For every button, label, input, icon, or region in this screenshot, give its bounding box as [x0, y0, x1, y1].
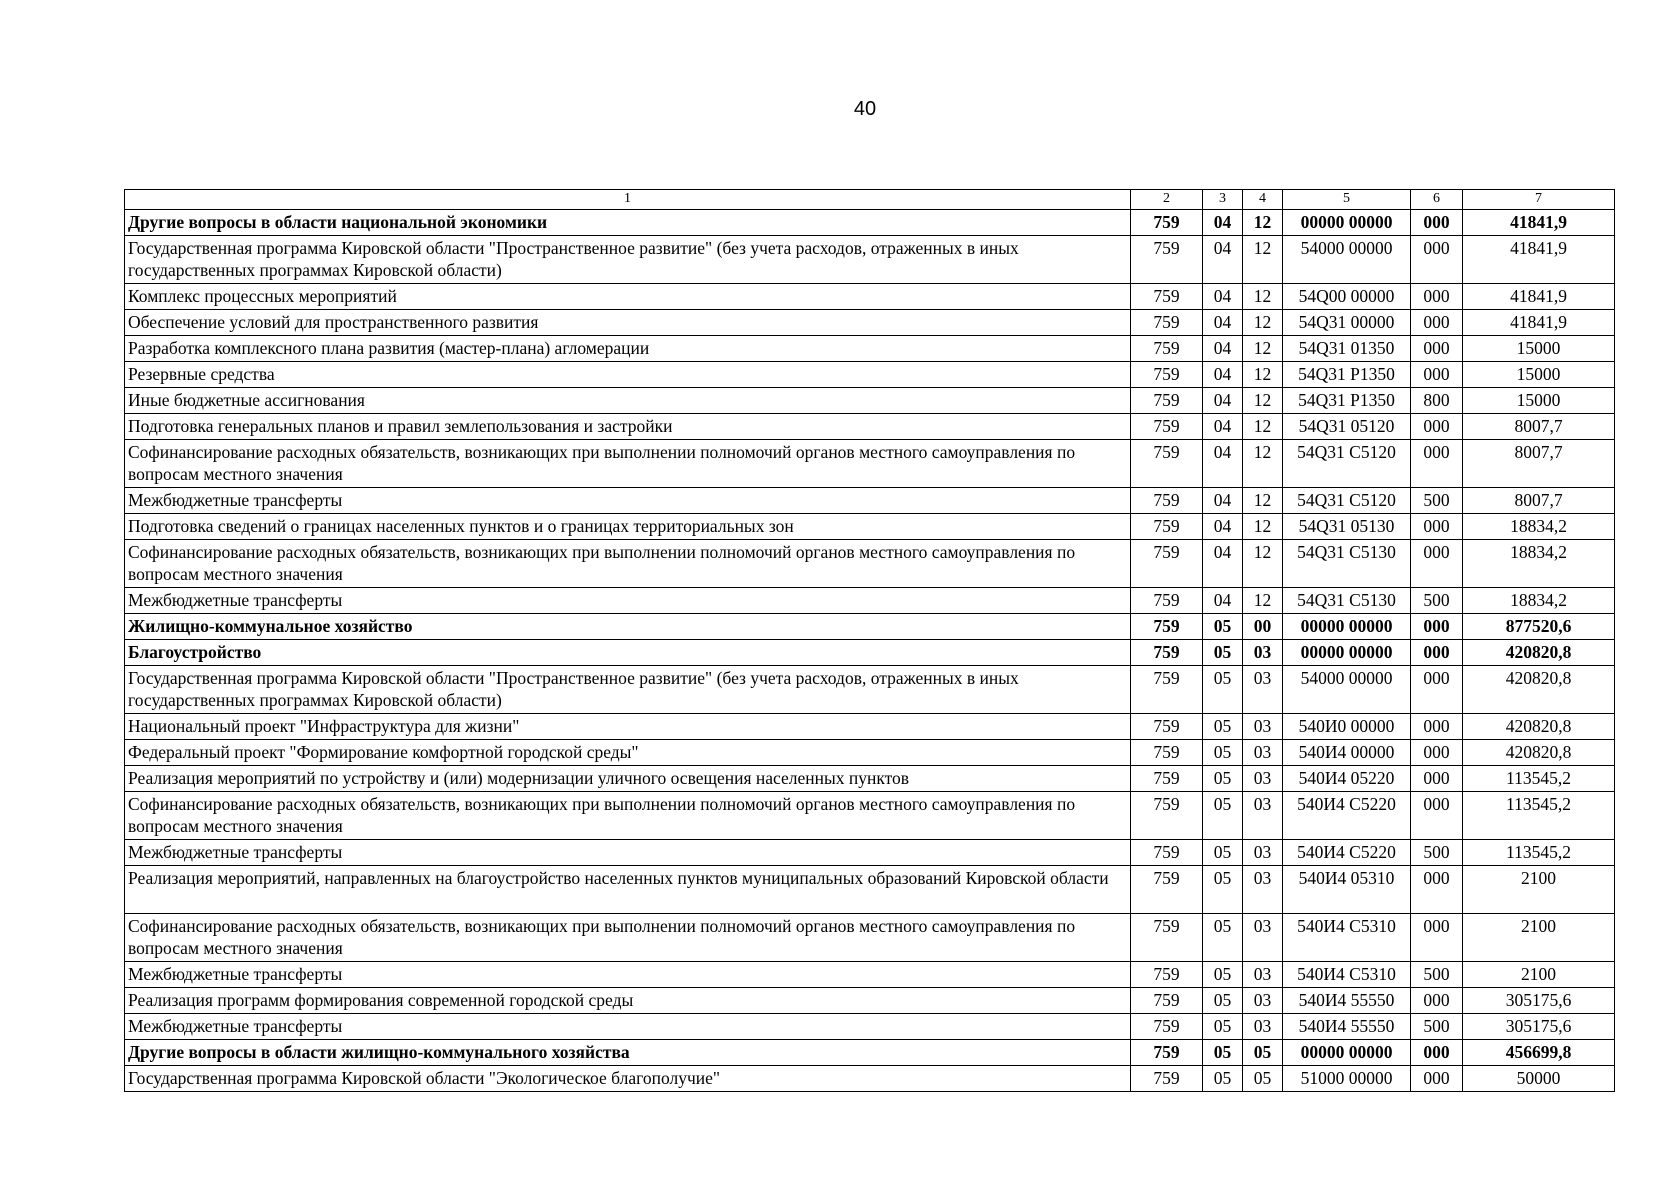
subsection-cell: 00	[1243, 614, 1283, 640]
amount-cell: 18834,2	[1463, 588, 1615, 614]
admin-code-cell: 759	[1131, 866, 1203, 914]
table-row	[125, 336, 1615, 362]
amount-cell: 420820,8	[1463, 640, 1615, 666]
expense-type-cell: 000	[1411, 714, 1463, 740]
amount-cell: 8007,7	[1463, 488, 1615, 514]
subsection-cell: 03	[1243, 740, 1283, 766]
target-article-cell: 54Q31 C5120	[1283, 488, 1411, 514]
expense-type-cell: 000	[1411, 440, 1463, 488]
target-article-cell: 540И4 55550	[1283, 988, 1411, 1014]
section-cell: 05	[1203, 740, 1243, 766]
subsection-cell: 05	[1243, 1040, 1283, 1066]
target-article-cell: 00000 00000	[1283, 640, 1411, 666]
section-cell: 05	[1203, 962, 1243, 988]
header-cell: 4	[1243, 190, 1283, 210]
admin-code-cell: 759	[1131, 362, 1203, 388]
section-cell: 04	[1203, 210, 1243, 236]
target-article-cell: 54Q31 01350	[1283, 336, 1411, 362]
target-article-cell: 540И4 55550	[1283, 1014, 1411, 1040]
row-name-cell: Другие вопросы в области жилищно-коммунального хозяйства	[125, 1040, 1131, 1066]
expense-type-cell: 000	[1411, 310, 1463, 336]
admin-code-cell: 759	[1131, 962, 1203, 988]
amount-cell: 8007,7	[1463, 414, 1615, 440]
expense-type-cell: 000	[1411, 210, 1463, 236]
table-row	[125, 840, 1615, 866]
section-cell: 05	[1203, 614, 1243, 640]
section-cell: 04	[1203, 284, 1243, 310]
row-name-cell: Разработка комплексного плана развития (мастер-плана) агломерации	[125, 336, 1131, 362]
admin-code-cell: 759	[1131, 210, 1203, 236]
row-name-cell: Межбюджетные трансферты	[125, 588, 1131, 614]
amount-cell: 2100	[1463, 866, 1615, 914]
expense-type-cell: 000	[1411, 914, 1463, 962]
row-name-cell: Комплекс процессных мероприятий	[125, 284, 1131, 310]
target-article-cell: 00000 00000	[1283, 614, 1411, 640]
header-cell: 7	[1463, 190, 1615, 210]
subsection-cell: 03	[1243, 914, 1283, 962]
amount-cell: 41841,9	[1463, 284, 1615, 310]
row-name-cell: Софинансирование расходных обязательств, возникающих при выполнении полномочий органов местного самоуправления по вопросам местного значения	[125, 540, 1131, 588]
amount-cell: 420820,8	[1463, 714, 1615, 740]
table-row	[125, 666, 1615, 714]
section-cell: 05	[1203, 840, 1243, 866]
section-cell: 04	[1203, 540, 1243, 588]
section-cell: 04	[1203, 440, 1243, 488]
admin-code-cell: 759	[1131, 440, 1203, 488]
admin-code-cell: 759	[1131, 488, 1203, 514]
subsection-cell: 03	[1243, 714, 1283, 740]
amount-cell: 8007,7	[1463, 440, 1615, 488]
subsection-cell: 03	[1243, 792, 1283, 840]
amount-cell: 305175,6	[1463, 988, 1615, 1014]
subsection-cell: 12	[1243, 414, 1283, 440]
target-article-cell: 540И4 C5220	[1283, 840, 1411, 866]
admin-code-cell: 759	[1131, 714, 1203, 740]
budget-table	[124, 189, 1615, 1092]
target-article-cell: 54Q31 05130	[1283, 514, 1411, 540]
target-article-cell: 540И4 00000	[1283, 740, 1411, 766]
subsection-cell: 12	[1243, 588, 1283, 614]
row-name-cell: Государственная программа Кировской области "Пространственное развитие" (без учета расходов, отраженных в иных государственных программах Кировской области)	[125, 666, 1131, 714]
amount-cell: 305175,6	[1463, 1014, 1615, 1040]
expense-type-cell: 000	[1411, 540, 1463, 588]
subsection-cell: 03	[1243, 666, 1283, 714]
target-article-cell: 54Q31 00000	[1283, 310, 1411, 336]
row-name-cell: Государственная программа Кировской области "Экологическое благополучие"	[125, 1066, 1131, 1092]
row-name-cell: Другие вопросы в области национальной экономики	[125, 210, 1131, 236]
admin-code-cell: 759	[1131, 540, 1203, 588]
row-name-cell: Реализация мероприятий, направленных на благоустройство населенных пунктов муниципальных образований Кировской области	[125, 866, 1131, 914]
admin-code-cell: 759	[1131, 766, 1203, 792]
admin-code-cell: 759	[1131, 740, 1203, 766]
header-cell: 3	[1203, 190, 1243, 210]
target-article-cell: 00000 00000	[1283, 1040, 1411, 1066]
row-name-cell: Межбюджетные трансферты	[125, 488, 1131, 514]
section-cell: 05	[1203, 988, 1243, 1014]
header-cell: 1	[125, 190, 1131, 210]
target-article-cell: 540И4 C5310	[1283, 914, 1411, 962]
admin-code-cell: 759	[1131, 792, 1203, 840]
row-name-cell: Реализация программ формирования современной городской среды	[125, 988, 1131, 1014]
section-cell: 05	[1203, 640, 1243, 666]
expense-type-cell: 500	[1411, 962, 1463, 988]
target-article-cell: 54Q31 C5130	[1283, 540, 1411, 588]
amount-cell: 456699,8	[1463, 1040, 1615, 1066]
table-row	[125, 210, 1615, 236]
row-name-cell: Жилищно-коммунальное хозяйство	[125, 614, 1131, 640]
amount-cell: 420820,8	[1463, 666, 1615, 714]
header-cell: 5	[1283, 190, 1411, 210]
section-cell: 04	[1203, 388, 1243, 414]
subsection-cell: 12	[1243, 514, 1283, 540]
expense-type-cell: 500	[1411, 840, 1463, 866]
expense-type-cell: 000	[1411, 988, 1463, 1014]
expense-type-cell: 000	[1411, 1040, 1463, 1066]
amount-cell: 2100	[1463, 962, 1615, 988]
target-article-cell: 51000 00000	[1283, 1066, 1411, 1092]
expense-type-cell: 000	[1411, 614, 1463, 640]
admin-code-cell: 759	[1131, 514, 1203, 540]
subsection-cell: 03	[1243, 766, 1283, 792]
subsection-cell: 12	[1243, 336, 1283, 362]
row-name-cell: Подготовка сведений о границах населенных пунктов и о границах территориальных зон	[125, 514, 1131, 540]
target-article-cell: 540И4 C5220	[1283, 792, 1411, 840]
admin-code-cell: 759	[1131, 1040, 1203, 1066]
table-row	[125, 388, 1615, 414]
amount-cell: 113545,2	[1463, 840, 1615, 866]
expense-type-cell: 500	[1411, 1014, 1463, 1040]
table-row	[125, 914, 1615, 962]
row-name-cell: Софинансирование расходных обязательств, возникающих при выполнении полномочий органов местного самоуправления по вопросам местного значения	[125, 440, 1131, 488]
table-row	[125, 414, 1615, 440]
section-cell: 05	[1203, 792, 1243, 840]
admin-code-cell: 759	[1131, 284, 1203, 310]
section-cell: 04	[1203, 236, 1243, 284]
subsection-cell: 12	[1243, 540, 1283, 588]
table-row	[125, 440, 1615, 488]
amount-cell: 15000	[1463, 362, 1615, 388]
target-article-cell: 00000 00000	[1283, 210, 1411, 236]
subsection-cell: 03	[1243, 866, 1283, 914]
amount-cell: 877520,6	[1463, 614, 1615, 640]
subsection-cell: 12	[1243, 236, 1283, 284]
table-row	[125, 714, 1615, 740]
row-name-cell: Обеспечение условий для пространственного развития	[125, 310, 1131, 336]
admin-code-cell: 759	[1131, 614, 1203, 640]
admin-code-cell: 759	[1131, 1066, 1203, 1092]
amount-cell: 15000	[1463, 336, 1615, 362]
section-cell: 05	[1203, 714, 1243, 740]
expense-type-cell: 000	[1411, 414, 1463, 440]
expense-type-cell: 800	[1411, 388, 1463, 414]
table-row	[125, 962, 1615, 988]
table-row	[125, 236, 1615, 284]
subsection-cell: 12	[1243, 284, 1283, 310]
subsection-cell: 12	[1243, 388, 1283, 414]
section-cell: 04	[1203, 414, 1243, 440]
expense-type-cell: 000	[1411, 284, 1463, 310]
expense-type-cell: 000	[1411, 236, 1463, 284]
header-cell: 6	[1411, 190, 1463, 210]
target-article-cell: 540И4 05310	[1283, 866, 1411, 914]
admin-code-cell: 759	[1131, 988, 1203, 1014]
table-row	[125, 488, 1615, 514]
row-name-cell: Реализация мероприятий по устройству и (или) модернизации уличного освещения населенных пунктов	[125, 766, 1131, 792]
expense-type-cell: 000	[1411, 336, 1463, 362]
table-row	[125, 540, 1615, 588]
subsection-cell: 03	[1243, 988, 1283, 1014]
section-cell: 04	[1203, 336, 1243, 362]
target-article-cell: 54Q00 00000	[1283, 284, 1411, 310]
amount-cell: 18834,2	[1463, 514, 1615, 540]
amount-cell: 50000	[1463, 1066, 1615, 1092]
subsection-cell: 12	[1243, 488, 1283, 514]
amount-cell: 420820,8	[1463, 740, 1615, 766]
amount-cell: 2100	[1463, 914, 1615, 962]
table-row	[125, 614, 1615, 640]
expense-type-cell: 000	[1411, 640, 1463, 666]
target-article-cell: 54Q31 P1350	[1283, 388, 1411, 414]
amount-cell: 41841,9	[1463, 210, 1615, 236]
expense-type-cell: 000	[1411, 1066, 1463, 1092]
subsection-cell: 12	[1243, 362, 1283, 388]
section-cell: 05	[1203, 1014, 1243, 1040]
table-row	[125, 988, 1615, 1014]
section-cell: 05	[1203, 914, 1243, 962]
table-row	[125, 640, 1615, 666]
row-name-cell: Софинансирование расходных обязательств, возникающих при выполнении полномочий органов местного самоуправления по вопросам местного значения	[125, 792, 1131, 840]
row-name-cell: Иные бюджетные ассигнования	[125, 388, 1131, 414]
admin-code-cell: 759	[1131, 1014, 1203, 1040]
expense-type-cell: 000	[1411, 362, 1463, 388]
subsection-cell: 12	[1243, 210, 1283, 236]
admin-code-cell: 759	[1131, 414, 1203, 440]
section-cell: 05	[1203, 1066, 1243, 1092]
row-name-cell: Национальный проект "Инфраструктура для жизни"	[125, 714, 1131, 740]
subsection-cell: 12	[1243, 440, 1283, 488]
admin-code-cell: 759	[1131, 666, 1203, 714]
amount-cell: 41841,9	[1463, 236, 1615, 284]
row-name-cell: Межбюджетные трансферты	[125, 840, 1131, 866]
target-article-cell: 54000 00000	[1283, 236, 1411, 284]
row-name-cell: Подготовка генеральных планов и правил землепользования и застройки	[125, 414, 1131, 440]
target-article-cell: 54Q31 P1350	[1283, 362, 1411, 388]
page-number: 40	[853, 98, 877, 120]
table-row	[125, 740, 1615, 766]
row-name-cell: Межбюджетные трансферты	[125, 1014, 1131, 1040]
admin-code-cell: 759	[1131, 310, 1203, 336]
expense-type-cell: 500	[1411, 588, 1463, 614]
section-cell: 05	[1203, 766, 1243, 792]
admin-code-cell: 759	[1131, 336, 1203, 362]
subsection-cell: 12	[1243, 310, 1283, 336]
admin-code-cell: 759	[1131, 840, 1203, 866]
row-name-cell: Межбюджетные трансферты	[125, 962, 1131, 988]
header-cell: 2	[1131, 190, 1203, 210]
row-name-cell: Софинансирование расходных обязательств, возникающих при выполнении полномочий органов местного самоуправления по вопросам местного значения	[125, 914, 1131, 962]
table-row	[125, 284, 1615, 310]
admin-code-cell: 759	[1131, 914, 1203, 962]
table-row	[125, 766, 1615, 792]
expense-type-cell: 000	[1411, 866, 1463, 914]
row-name-cell: Государственная программа Кировской области "Пространственное развитие" (без учета расходов, отраженных в иных государственных программах Кировской области)	[125, 236, 1131, 284]
amount-cell: 15000	[1463, 388, 1615, 414]
expense-type-cell: 000	[1411, 792, 1463, 840]
table-row	[125, 362, 1615, 388]
table-row	[125, 1040, 1615, 1066]
section-cell: 05	[1203, 1040, 1243, 1066]
amount-cell: 113545,2	[1463, 766, 1615, 792]
section-cell: 05	[1203, 666, 1243, 714]
section-cell: 04	[1203, 362, 1243, 388]
table-row	[125, 310, 1615, 336]
section-cell: 04	[1203, 488, 1243, 514]
target-article-cell: 54000 00000	[1283, 666, 1411, 714]
subsection-cell: 03	[1243, 640, 1283, 666]
target-article-cell: 540И4 05220	[1283, 766, 1411, 792]
amount-cell: 113545,2	[1463, 792, 1615, 840]
target-article-cell: 54Q31 C5120	[1283, 440, 1411, 488]
amount-cell: 18834,2	[1463, 540, 1615, 588]
target-article-cell: 54Q31 C5130	[1283, 588, 1411, 614]
section-cell: 05	[1203, 866, 1243, 914]
expense-type-cell: 000	[1411, 666, 1463, 714]
subsection-cell: 03	[1243, 962, 1283, 988]
table-row	[125, 866, 1615, 914]
table-row	[125, 1066, 1615, 1092]
subsection-cell: 03	[1243, 840, 1283, 866]
table-row	[125, 792, 1615, 840]
target-article-cell: 540И4 C5310	[1283, 962, 1411, 988]
admin-code-cell: 759	[1131, 640, 1203, 666]
target-article-cell: 540И0 00000	[1283, 714, 1411, 740]
admin-code-cell: 759	[1131, 588, 1203, 614]
section-cell: 04	[1203, 514, 1243, 540]
expense-type-cell: 000	[1411, 766, 1463, 792]
subsection-cell: 05	[1243, 1066, 1283, 1092]
expense-type-cell: 000	[1411, 514, 1463, 540]
row-name-cell: Резервные средства	[125, 362, 1131, 388]
amount-cell: 41841,9	[1463, 310, 1615, 336]
section-cell: 04	[1203, 588, 1243, 614]
target-article-cell: 54Q31 05120	[1283, 414, 1411, 440]
table-row	[125, 1014, 1615, 1040]
subsection-cell: 03	[1243, 1014, 1283, 1040]
table-row	[125, 588, 1615, 614]
expense-type-cell: 000	[1411, 740, 1463, 766]
section-cell: 04	[1203, 310, 1243, 336]
table-row	[125, 514, 1615, 540]
admin-code-cell: 759	[1131, 236, 1203, 284]
admin-code-cell: 759	[1131, 388, 1203, 414]
table-header-row	[125, 190, 1615, 210]
row-name-cell: Федеральный проект "Формирование комфортной городской среды"	[125, 740, 1131, 766]
row-name-cell: Благоустройство	[125, 640, 1131, 666]
expense-type-cell: 500	[1411, 488, 1463, 514]
